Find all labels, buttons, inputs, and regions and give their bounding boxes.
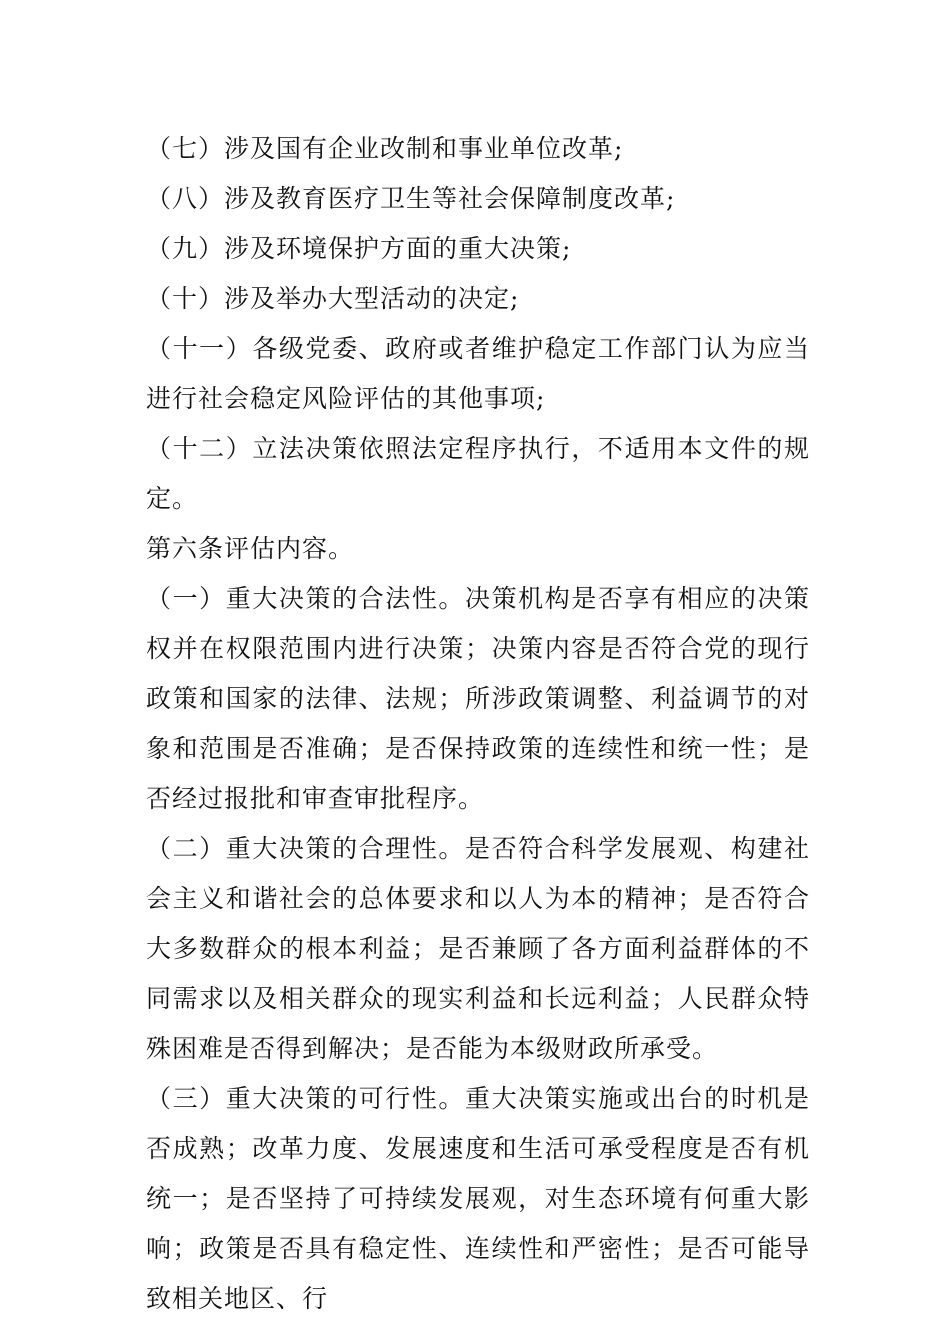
paragraph-item-11: （十一）各级党委、政府或者维护稳定工作部门认为应当进行社会稳定风险评估的其他事项; xyxy=(146,334,810,413)
article-heading: 第六条评估内容。 xyxy=(146,534,355,563)
paragraph-item-9: （九）涉及环境保护方面的重大决策; xyxy=(146,234,572,263)
paragraph-rationality: （二）重大决策的合理性。是否符合科学发展观、构建社会主义和谐社会的总体要求和以人为本的精神；是否符合大多数群众的根本利益；是否兼顾了各方面利益群体的不同需求以及相关群众的现实利益和长远利益；人民群众特殊困难是否得到解决；是否能为本级财政所承受。 xyxy=(146,834,810,1063)
paragraph-feasibility: （三）重大决策的可行性。重大决策实施或出台的时机是否成熟；改革力度、发展速度和生活可承受程度是否有机统一；是否坚持了可持续发展观，对生态环境有何重大影响；政策是否具有稳定性、连续性和严密性；是否可能导致相关地区、行 xyxy=(146,1084,810,1313)
paragraph-item-8: （八）涉及教育医疗卫生等社会保障制度改革; xyxy=(146,184,676,213)
paragraph-item-7: （七）涉及国有企业改制和事业单位改革; xyxy=(146,134,624,163)
paragraph-item-12: （十二）立法决策依照法定程序执行，不适用本文件的规定。 xyxy=(146,434,810,513)
paragraph-item-10: （十）涉及举办大型活动的决定; xyxy=(146,284,520,313)
document-body xyxy=(146,124,810,1324)
paragraph-legality: （一）重大决策的合法性。决策机构是否享有相应的决策权并在权限范围内进行决策；决策内容是否符合党的现行政策和国家的法律、法规；所涉政策调整、利益调节的对象和范围是否准确；是否保持政策的连续性和统一性；是否经过报批和审查审批程序。 xyxy=(146,584,810,813)
